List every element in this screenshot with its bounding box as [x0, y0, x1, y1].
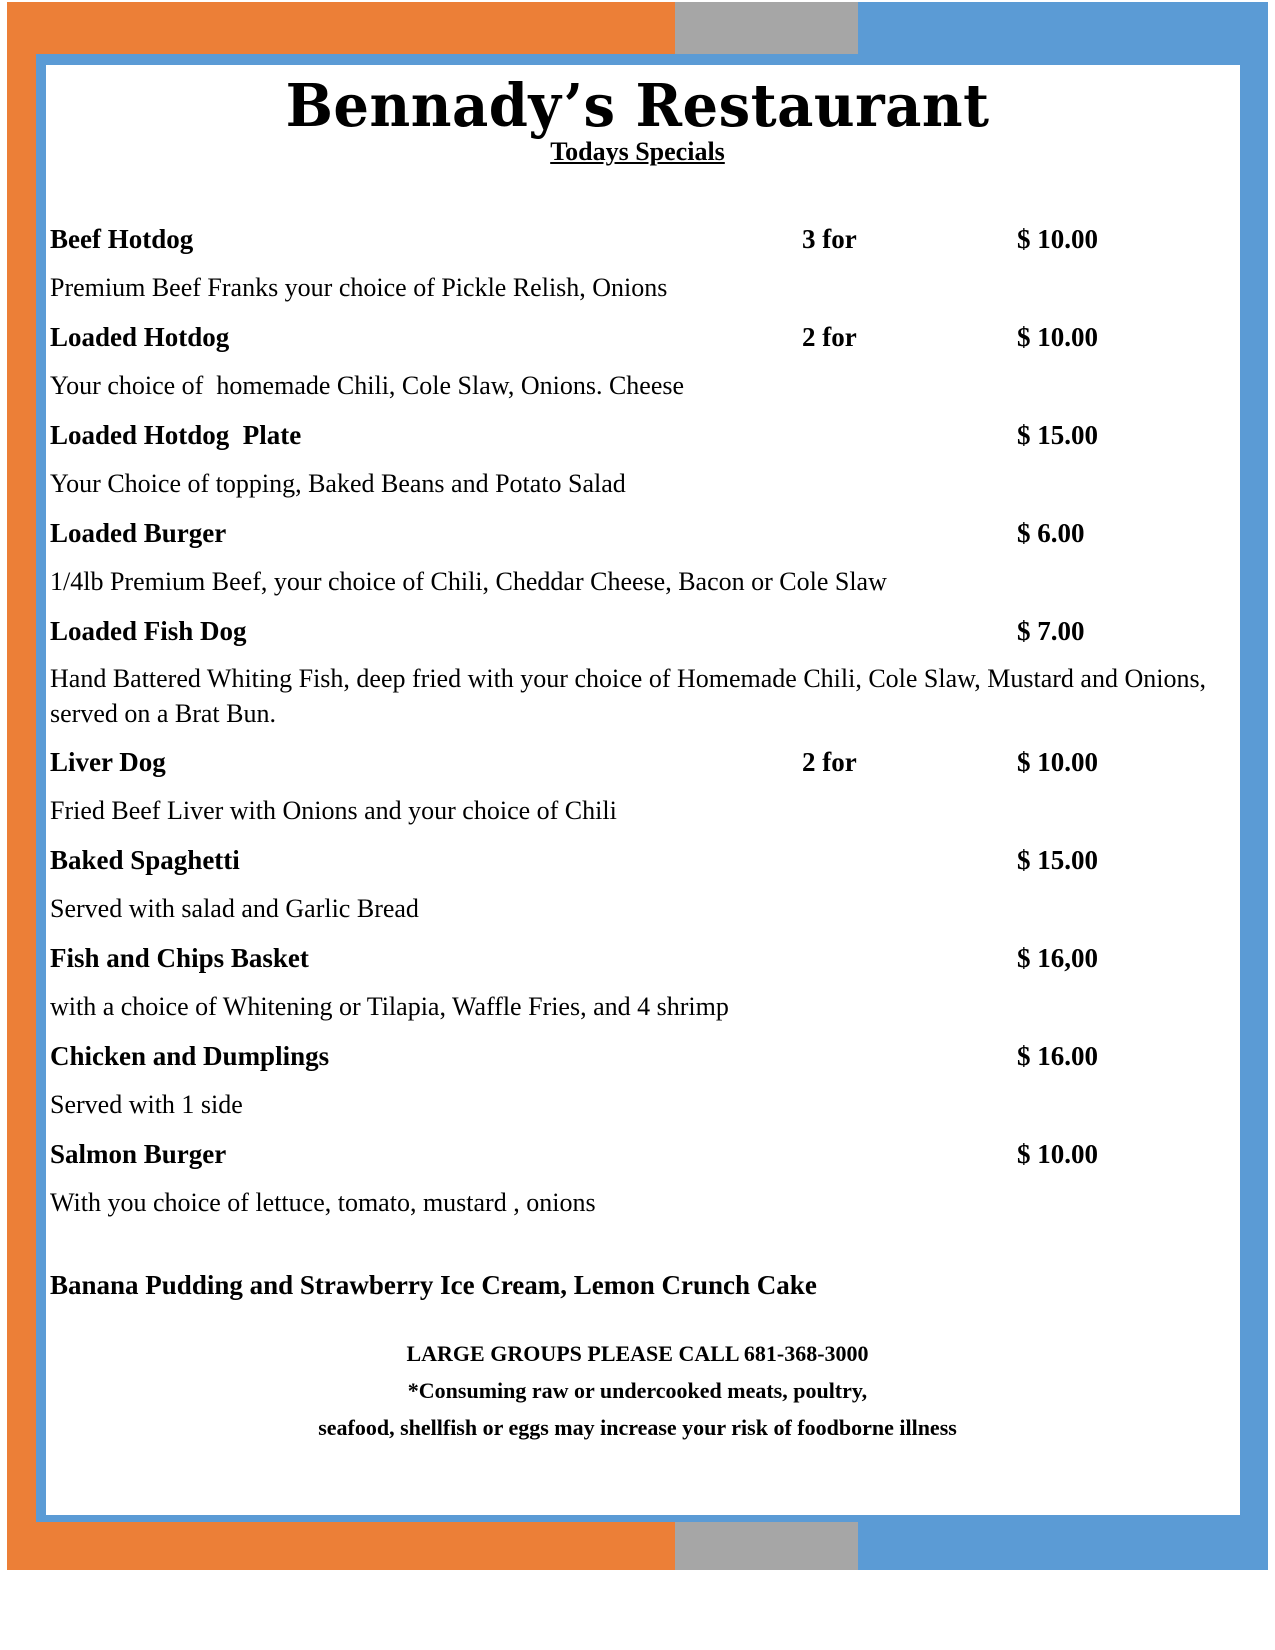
item-description: Served with 1 side: [50, 1090, 243, 1119]
item-heading-row: [50, 313, 1225, 362]
item-heading-row: [50, 1032, 1225, 1081]
item-price: $ 10.00: [1017, 1139, 1098, 1169]
food-safety-warning-line1: *Consuming raw or undercooked meats, poultry,: [407, 1378, 868, 1403]
frame-blue-inner-top: [36, 54, 1240, 65]
menu-item: [50, 313, 1225, 411]
item-name: Loaded Hotdog Plate: [50, 420, 302, 450]
item-description: With you choice of lettuce, tomato, mustard , onions: [50, 1188, 596, 1217]
menu-item: [50, 934, 1225, 1032]
item-name: Loaded Fish Dog: [50, 616, 247, 646]
item-description: Your Choice of topping, Baked Beans and Potato Salad: [50, 469, 626, 498]
item-heading-row: [50, 607, 1225, 656]
menu-header: [46, 71, 1229, 167]
item-heading-row: [50, 836, 1225, 885]
item-heading-row: [50, 509, 1225, 558]
menu-item: [50, 509, 1225, 607]
item-price: $ 16,00: [1017, 943, 1098, 973]
item-description: Fried Beef Liver with Onions and your choice of Chili: [50, 796, 617, 825]
frame-blue-inner-left: [36, 54, 46, 1522]
large-groups-notice: LARGE GROUPS PLEASE CALL 681-368-3000: [406, 1341, 869, 1366]
item-price: $ 16.00: [1017, 1041, 1098, 1071]
specials-subtitle: Todays Specials: [550, 137, 725, 166]
menu-item: [50, 215, 1225, 313]
item-quantity: 3 for: [802, 224, 857, 254]
item-price: $ 7.00: [1017, 616, 1085, 646]
menu-item: [50, 836, 1225, 934]
item-price: $ 15.00: [1017, 420, 1098, 450]
frame-orange-left: [7, 2, 36, 1570]
menu-item: [50, 1032, 1225, 1130]
menu-item: [50, 411, 1225, 509]
item-heading-row: [50, 215, 1225, 264]
item-quantity: 2 for: [802, 322, 857, 352]
item-description: 1/4lb Premium Beef, your choice of Chili, Cheddar Cheese, Bacon or Cole Slaw: [50, 567, 887, 596]
item-description: Hand Battered Whiting Fish, deep fried with your choice of Homemade Chili, Cole Slaw, Mustard and Onions, served on a Brat Bun.: [50, 664, 1213, 728]
item-description: with a choice of Whitening or Tilapia, Waffle Fries, and 4 shrimp: [50, 992, 729, 1021]
menu-item: [50, 1130, 1225, 1228]
frame-blue-inner-bottom: [36, 1515, 1240, 1522]
item-name: Chicken and Dumplings: [50, 1041, 330, 1071]
menu-footer: [46, 1335, 1229, 1446]
item-price: $ 6.00: [1017, 518, 1085, 548]
frame-orange-top: [7, 2, 675, 54]
menu-item: [50, 607, 1225, 738]
item-name: Baked Spaghetti: [50, 845, 240, 875]
item-description: Premium Beef Franks your choice of Pickle Relish, Onions: [50, 273, 668, 302]
menu-items-list: [50, 215, 1225, 1228]
menu-panel: [46, 65, 1229, 1515]
item-name: Loaded Burger: [50, 518, 227, 548]
item-price: $ 10.00: [1017, 322, 1098, 352]
frame-gray-top: [675, 2, 858, 54]
frame-gray-bottom: [675, 1522, 858, 1570]
item-heading-row: [50, 411, 1225, 460]
item-price: $ 10.00: [1017, 224, 1098, 254]
item-name: Loaded Hotdog: [50, 322, 230, 352]
item-description: Your choice of homemade Chili, Cole Slaw, Onions. Cheese: [50, 371, 685, 400]
item-heading-row: [50, 1130, 1225, 1179]
item-description: Served with salad and Garlic Bread: [50, 894, 419, 923]
frame-blue-bottom: [858, 1522, 1268, 1570]
menu-item: [50, 738, 1225, 836]
item-heading-row: [50, 738, 1225, 787]
food-safety-warning-line2: seafood, shellfish or eggs may increase your risk of foodborne illness: [318, 1415, 957, 1440]
item-price: $ 15.00: [1017, 845, 1098, 875]
item-price: $ 10.00: [1017, 747, 1098, 777]
item-heading-row: [50, 934, 1225, 983]
restaurant-title: Bennady’s Restaurant: [285, 71, 990, 141]
item-quantity: 2 for: [802, 747, 857, 777]
item-name: Fish and Chips Basket: [50, 943, 309, 973]
item-name: Liver Dog: [50, 747, 166, 777]
frame-blue-right: [1240, 2, 1268, 1570]
item-name: Salmon Burger: [50, 1139, 227, 1169]
item-name: Beef Hotdog: [50, 224, 194, 254]
dessert-line: Banana Pudding and Strawberry Ice Cream, Lemon Crunch Cake: [50, 1270, 817, 1300]
frame-orange-bottom: [7, 1522, 675, 1570]
frame-blue-top: [858, 2, 1268, 54]
